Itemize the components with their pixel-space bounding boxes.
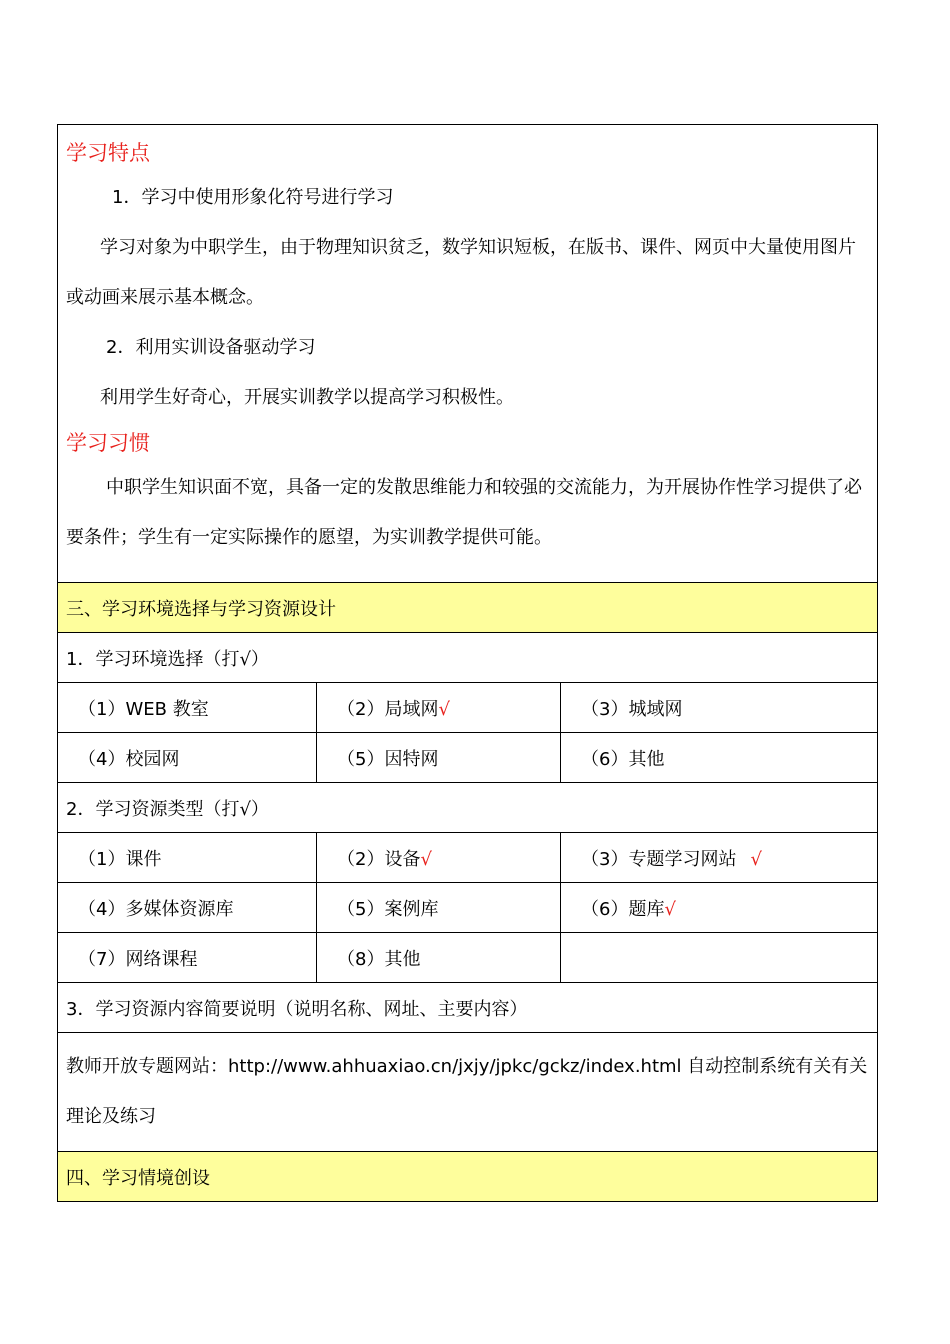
env-options-row-1 [58, 683, 878, 733]
section-3-header-row [58, 583, 878, 633]
section-3-title: 三、学习环境选择与学习资源设计 [58, 583, 878, 633]
learning-habits-heading: 学习习惯 [66, 431, 150, 455]
learning-features-heading: 学习特点 [66, 141, 150, 165]
check-mark: √ [420, 848, 432, 870]
res-option-other: （8）其他 [317, 933, 561, 983]
env-option-campus-net: （4）校园网 [58, 733, 317, 783]
desc-text-row [58, 1033, 878, 1152]
feature-item-2: 2．利用实训设备驱动学习 [106, 337, 316, 358]
lesson-plan-table [57, 124, 878, 1202]
habits-paragraph: 中职学生知识面不宽，具备一定的发散思维能力和较强的交流能力，为开展协作性学习提供了必要条件；学生有一定实际操作的愿望，为实训教学提供可能。 [66, 477, 862, 548]
resource-description-label: 3．学习资源内容简要说明（说明名称、网址、主要内容） [58, 983, 878, 1033]
intro-row [58, 125, 878, 583]
env-options-row-2 [58, 733, 878, 783]
section-4-header-row [58, 1152, 878, 1202]
res-option-case-library: （5）案例库 [317, 883, 561, 933]
feature-item-1: 1．学习中使用形象化符号进行学习 [112, 187, 394, 208]
env-option-internet: （5）因特网 [317, 733, 561, 783]
desc-label-row [58, 983, 878, 1033]
res-option-equipment: （2）设备√ [317, 833, 561, 883]
feature-paragraph-1: 学习对象为中职学生，由于物理知识贫乏，数学知识短板，在版书、课件、网页中大量使用图片或动画来展示基本概念。 [66, 237, 856, 308]
resource-description-text: 教师开放专题网站：http://www.ahhuaxiao.cn/jxjy/jpkc/gckz/index.html 自动控制系统有关有关理论及练习 [58, 1033, 878, 1152]
res-options-row-2 [58, 883, 878, 933]
env-option-other: （6）其他 [561, 733, 878, 783]
res-option-question-bank: （6）题库√ [561, 883, 878, 933]
res-label-row [58, 783, 878, 833]
env-label-row [58, 633, 878, 683]
res-option-online-course: （7）网络课程 [58, 933, 317, 983]
env-option-web-classroom: （1）WEB 教室 [58, 683, 317, 733]
res-option-topic-website: （3）专题学习网站 √ [561, 833, 878, 883]
env-option-man: （3）城域网 [561, 683, 878, 733]
env-option-lan: （2）局域网√ [317, 683, 561, 733]
res-option-empty [561, 933, 878, 983]
res-option-courseware: （1）课件 [58, 833, 317, 883]
feature-paragraph-2: 利用学生好奇心，开展实训教学以提高学习积极性。 [100, 387, 514, 408]
intro-cell [58, 125, 878, 583]
env-selection-label: 1．学习环境选择（打√） [58, 633, 878, 683]
check-mark: √ [750, 848, 762, 870]
res-options-row-1 [58, 833, 878, 883]
resource-type-label: 2．学习资源类型（打√） [58, 783, 878, 833]
check-mark: √ [438, 698, 450, 720]
section-4-title: 四、学习情境创设 [58, 1152, 878, 1202]
check-mark: √ [664, 898, 676, 920]
res-option-multimedia-library: （4）多媒体资源库 [58, 883, 317, 933]
res-options-row-3 [58, 933, 878, 983]
